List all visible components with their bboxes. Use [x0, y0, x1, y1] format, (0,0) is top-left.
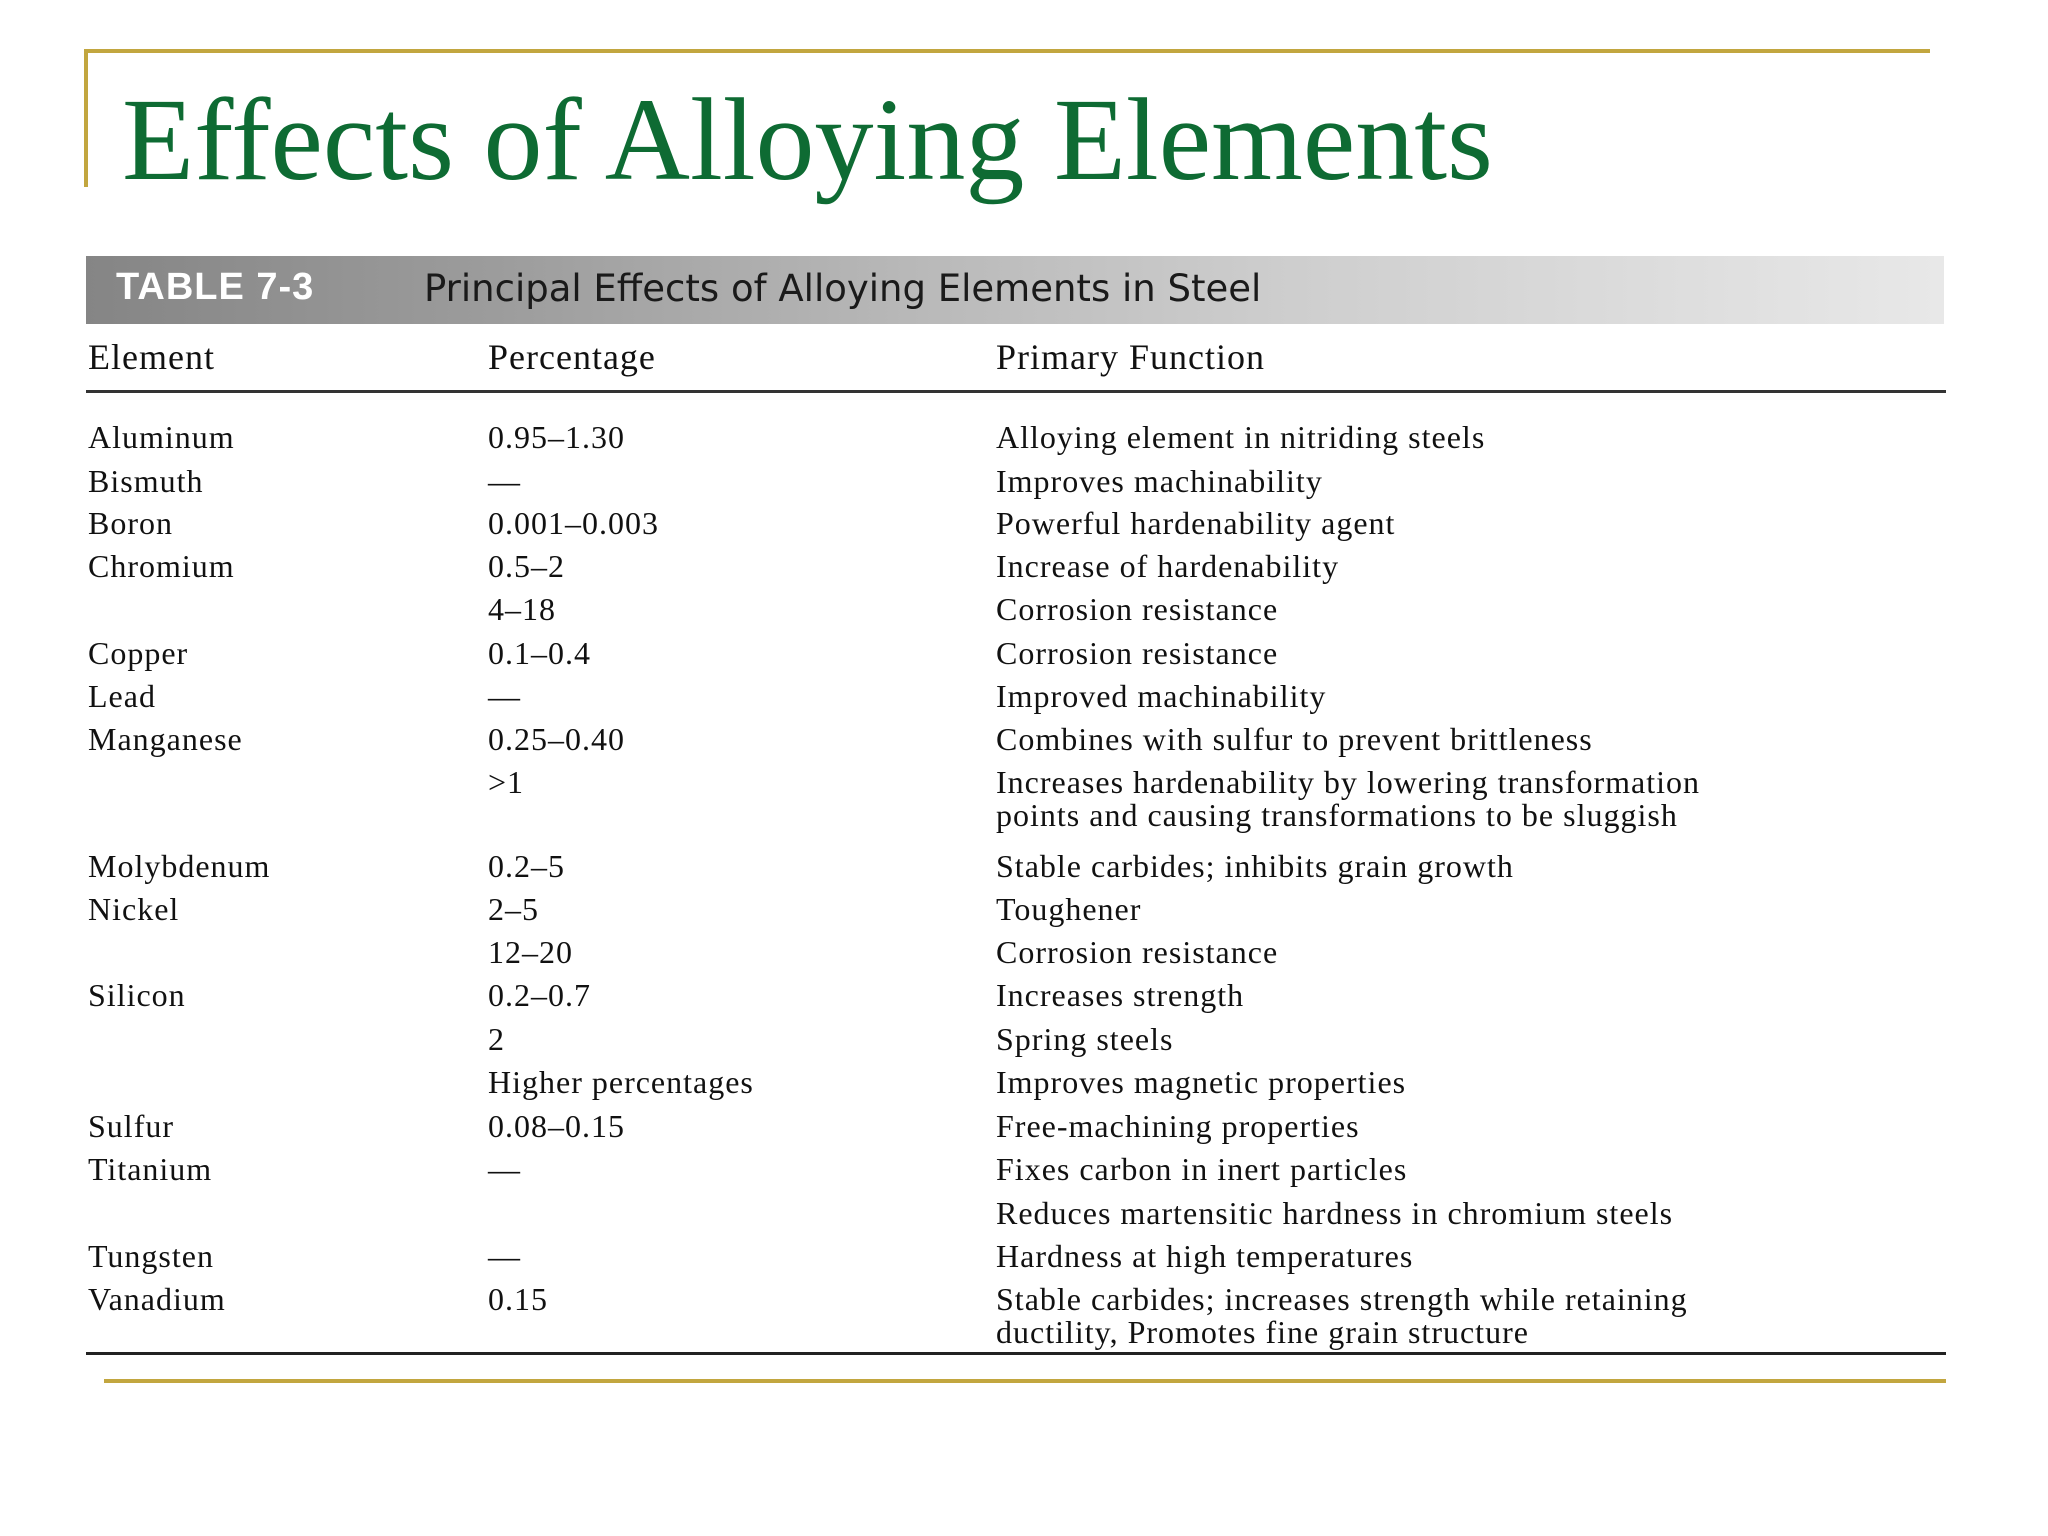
left-accent-rule	[84, 49, 88, 187]
row-function: Toughener	[996, 891, 1142, 927]
row-function: Reduces martensitic hardness in chromium steels	[996, 1195, 1674, 1231]
row-percentage: 0.25–0.40	[488, 721, 625, 757]
row-percentage: —	[488, 463, 521, 499]
column-header-percentage: Percentage	[488, 337, 656, 377]
row-percentage: —	[488, 1238, 521, 1274]
row-percentage: 2	[488, 1021, 505, 1057]
row-element: Silicon	[88, 977, 186, 1013]
row-element: Molybdenum	[88, 848, 271, 884]
row-function: Improved machinability	[996, 678, 1327, 714]
table-caption: Principal Effects of Alloying Elements in Steel	[424, 267, 1262, 310]
row-element: Copper	[88, 635, 189, 671]
row-percentage: —	[488, 1151, 521, 1187]
row-percentage: 0.2–0.7	[488, 977, 591, 1013]
row-element: Aluminum	[88, 419, 235, 455]
row-element: Tungsten	[88, 1238, 214, 1274]
row-function: Stable carbides; increases strength while retaining	[996, 1281, 1688, 1317]
row-function: Fixes carbon in inert particles	[996, 1151, 1408, 1187]
row-percentage: 2–5	[488, 891, 539, 927]
column-header-element: Element	[88, 337, 215, 377]
bottom-accent-rule	[104, 1379, 1946, 1383]
row-function: Free-machining properties	[996, 1108, 1360, 1144]
row-function: Alloying element in nitriding steels	[996, 419, 1486, 455]
row-function: Corrosion resistance	[996, 591, 1279, 627]
row-percentage: Higher percentages	[488, 1064, 754, 1100]
row-function: Combines with sulfur to prevent brittleness	[996, 721, 1593, 757]
row-function: Increases strength	[996, 977, 1245, 1013]
row-element: Titanium	[88, 1151, 213, 1187]
row-function: Improves machinability	[996, 463, 1323, 499]
row-function: Hardness at high temperatures	[996, 1238, 1414, 1274]
top-accent-rule	[84, 49, 1930, 53]
header-rule	[86, 390, 1946, 393]
row-function-continued: points and causing transformations to be sluggish	[996, 797, 1678, 833]
row-function: Improves magnetic properties	[996, 1064, 1407, 1100]
row-percentage: —	[488, 678, 521, 714]
row-element: Chromium	[88, 548, 235, 584]
row-function: Corrosion resistance	[996, 934, 1279, 970]
row-function: Powerful hardenability agent	[996, 505, 1396, 541]
row-percentage: 0.5–2	[488, 548, 565, 584]
slide-title: Effects of Alloying Elements	[122, 74, 1493, 205]
table-number: TABLE 7-3	[116, 266, 315, 308]
row-element: Sulfur	[88, 1108, 174, 1144]
row-percentage: 0.15	[488, 1281, 548, 1317]
row-element: Boron	[88, 505, 173, 541]
row-element: Vanadium	[88, 1281, 226, 1317]
row-function: Spring steels	[996, 1021, 1174, 1057]
row-percentage: 0.95–1.30	[488, 419, 625, 455]
row-percentage: 0.2–5	[488, 848, 565, 884]
row-function-continued: ductility, Promotes fine grain structure	[996, 1314, 1529, 1350]
row-element: Lead	[88, 678, 156, 714]
row-function: Stable carbides; inhibits grain growth	[996, 848, 1514, 884]
table-end-rule	[86, 1352, 1946, 1355]
row-element: Nickel	[88, 891, 180, 927]
row-percentage: 12–20	[488, 934, 573, 970]
row-percentage: >1	[488, 764, 525, 800]
row-percentage: 4–18	[488, 591, 556, 627]
row-percentage: 0.1–0.4	[488, 635, 591, 671]
row-function: Increases hardenability by lowering transformation	[996, 764, 1700, 800]
row-function: Increase of hardenability	[996, 548, 1340, 584]
row-element: Manganese	[88, 721, 243, 757]
row-percentage: 0.001–0.003	[488, 505, 659, 541]
column-header-function: Primary Function	[996, 337, 1265, 377]
table-banner	[86, 256, 1944, 324]
row-element: Bismuth	[88, 463, 204, 499]
row-percentage: 0.08–0.15	[488, 1108, 625, 1144]
row-function: Corrosion resistance	[996, 635, 1279, 671]
